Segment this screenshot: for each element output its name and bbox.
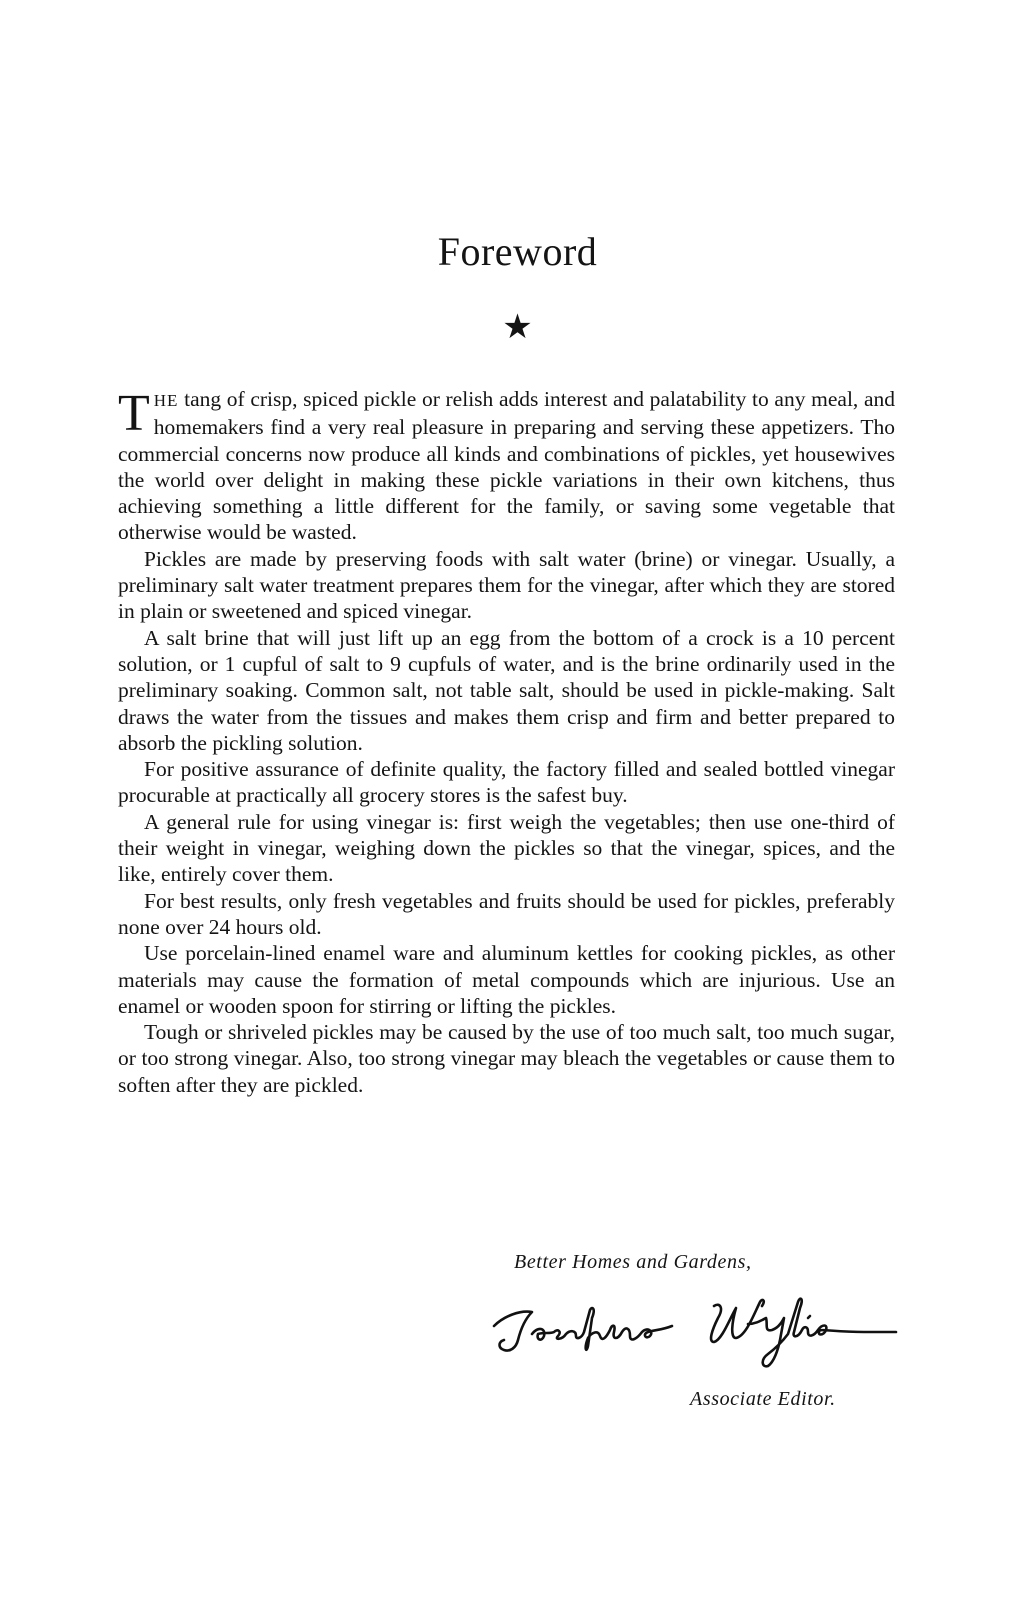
paragraph-6: For best results, only fresh vegetables and fruits should be used for pickles, preferably none over 24 hours old.	[118, 888, 895, 939]
first-word-caps: HE	[153, 391, 179, 410]
paragraph-7: Use porcelain-lined enamel ware and aluminum kettles for cooking pickles, as other materials may cause the formation of metal compounds which are injurious. Use an enamel or wooden spoon for stirring or lifting the pickles.	[118, 941, 895, 1018]
handwritten-signature	[492, 1288, 902, 1368]
drop-cap: T	[118, 385, 150, 442]
paragraph-1-text: tang of crisp, spiced pickle or relish adds interest and palatability to any meal, and homemakers find a very real pleasure in preparing and serving these appetizers. Tho commercial concerns now produce all kinds and combinations of pickles, yet housewives the world over delight in making these pickle variations in their own kitchens, thus achieving something a little different for the family, or saving some vegetable that otherwise would be wasted.	[118, 387, 895, 545]
paragraph-5: A general rule for using vinegar is: first weigh the vegetables; then use one-third of their weight in vinegar, weighing down the pickles so that the vinegar, spices, and the like, entirely cover them.	[118, 809, 895, 887]
paragraph-2: Pickles are made by preserving foods with salt water (brine) or vinegar. Usually, a preliminary salt water treatment prepares them for the vinegar, after which they are stored in plain or sweetened and spiced vinegar.	[118, 546, 895, 624]
editor-title: Associate Editor.	[690, 1388, 836, 1410]
paragraph-3: A salt brine that will just lift up an egg from the bottom of a crock is a 10 percent solution, or 1 cupful of salt to 9 cupfuls of water, and is the brine ordinarily used in the preliminary soaking. Common salt, not table salt, should be used in pickle-making. Salt draws the water from the tissues and makes them crisp and firm and better prepared to absorb the pickling solution.	[118, 625, 895, 755]
paragraph-4: For positive assurance of definite quality, the factory filled and sealed bottled vinegar procurable at practically all grocery stores is the safest buy.	[118, 757, 895, 808]
page-title: Foreword	[437, 229, 598, 274]
paragraph-1	[118, 386, 895, 546]
star-ornament-icon: ★	[502, 309, 533, 346]
publisher-signoff: Better Homes and Gardens,	[514, 1251, 752, 1273]
paragraph-8: Tough or shriveled pickles may be caused by the use of too much salt, too much sugar, or too strong vinegar. Also, too strong vinegar may bleach the vegetables or cause them to soften after they are pickled.	[118, 1020, 895, 1097]
body-text	[118, 386, 895, 1098]
